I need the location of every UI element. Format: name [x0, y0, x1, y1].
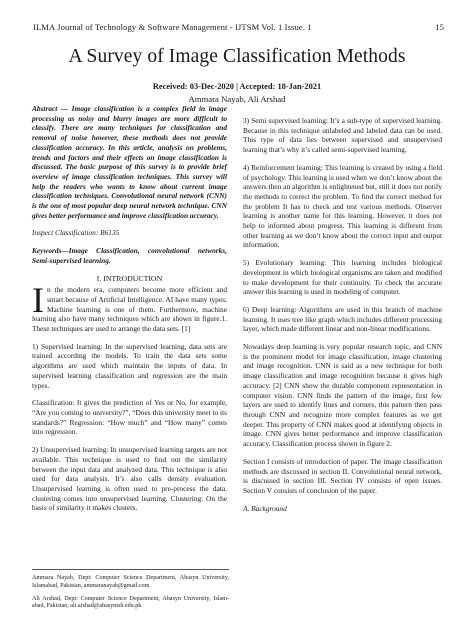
deep-learning-paragraph: 6) Deep learning: Algorithms are used in this branch of machine learning. It uses tree like graph which includes different processing layer, which made different linear and non-linear modifications.	[243, 304, 442, 334]
left-column	[32, 104, 227, 521]
subsection-heading-background: A. Background	[243, 503, 287, 513]
right-column	[243, 116, 442, 521]
footnote-author-2: Ali Arshad, Dept: Computer Science Department, Abasyn University, Islam-abad, Pakistan, ali.arshad@abasynish.edu.pk	[32, 595, 229, 610]
journal-name: ILMA Journal of Technology & Software Management - IJTSM Vol. 1 Issue. 1	[33, 22, 312, 32]
author-list: Ammara Nayab, Ali Arshad	[188, 94, 286, 104]
received-accepted-dates: Received: 03-Dec-2020 | Accepted: 18-Jan-2021	[152, 82, 322, 91]
intro-text: n the modern era, computers become more efficient and smart because of Artificial Intelligence. AI have many types; Machine learning is one of them. Furthermore, machine learning also have many techniques which are shown in figure.1. These techniques are used to arrange the data sets. [1]	[32, 285, 227, 334]
cnn-paragraph: Nowadays deep learning is very popular research topic, and CNN is the prominent model for image classification, image clustering and image recognition. CNN is said as a new technique for both image classification and image recognition because it gives high accuracy. [2] CNN show the durable component representation in computer vision. CNN finds the pattern of the image, first few layers are used to identify lines and corners, this pattern then pass through CNN and recognize more complex features as we get deeper. This property of CNN makes good at identifying objects in image. CNN gives better performance and improve classification accuracy. Classification process shown in figure 2.	[243, 342, 442, 449]
intro-paragraph	[32, 280, 227, 334]
page-number: 15	[435, 22, 444, 32]
running-header	[33, 22, 444, 32]
footnote-author-1: Ammara Nayab, Dept: Computer Science Department, Abasyn University, Islamabad, Pakistan, ammaranayab@gmail.com	[32, 575, 229, 589]
inspect-classification: Inspect Classification: B6135	[32, 228, 120, 238]
drop-cap: I	[32, 280, 44, 321]
section-heading-introduction: I. INTRODUCTION	[96, 273, 163, 283]
semi-supervised-paragraph: 3) Semi supervised learning: It’s a sub-type of supervised learning. Because in this technique unlabeled and labeled data can be used. This type of data lies between supervised and unsupervised learning that’s why it’s called semi-supervised learning.	[243, 116, 442, 155]
abstract: Abstract — Image classification is a complex field in image processing as noisy and blurry images are more difficult to classify. There are many techniques for classification and removal of noise however, these methods does not provide classification accuracy. In this article, analysis on problems, trends and factors and their effects on image classification is discussed. The basic purpose of this survey is to provide brief overview of image classification techniques. This survey will help the readers who wants to know about current image classification techniques. Convolutional neural network (CNN) is the one of most popular deep neural network technique. CNN gives better performance and improve classification accuracy.	[32, 104, 227, 220]
paper-title: A Survey of Image Classification Methods	[68, 46, 406, 67]
reinforcement-paragraph: 4) Reinforcement learning: This learning is created by using a field of psychology. This learning is used when we don’t know about the answers then an algorithm is enlightened but, still it does not notify the methods to correct the problem. To find the correct method for the problem It has to check and test various methods. Observer learning is another name for this learning. However, it does not help to informed about progress. This learning is different from other learning as we don’t know about the correct input and output information.	[243, 162, 442, 250]
author-footnotes	[32, 569, 229, 616]
evolutionary-paragraph: 5) Evolutionary learning: This learning includes biological development in which biological organisms are taken and modified to make development for their continuity. To check the accurate answer this learning is used in modeling of computer.	[243, 258, 442, 297]
classification-paragraph: Classification: It gives the prediction of Yes or No, for example, “Are you coming to university?”, “Does this university meet to its standards?” Regression: “How much” and “How many” comes into regression.	[32, 398, 227, 437]
sections-overview-paragraph: Section I consists of introduction of paper. The image classification methods are discussed in section II. Convolutional neural network, is discussed in section III. Section IV consists of open issues. Section V consists of conclusion of the paper.	[243, 456, 442, 495]
supervised-learning-paragraph: 1) Supervised learning: In the supervised learning, data sets are trained according the models. To train the data sets some algorithms are used which maintain the inputs of data. In supervised learning classification and regression are the main types.	[32, 341, 227, 390]
unsupervised-learning-paragraph: 2) Unsupervised learning: In unsupervised learning targets are not available. This technique is used to find out the similarity between the input data and analyzed data. This technique is also used for data analysis. It’s also calls density evaluation. Unsupervised learning is often used to pre-process the data. clustering comes into unsupervised learning. Clustering: On the basis of similarity it makes clusters.	[32, 445, 227, 513]
keywords: Keywords—Image Classification, convolutional networks, Semi-supervised learning.	[32, 246, 227, 265]
